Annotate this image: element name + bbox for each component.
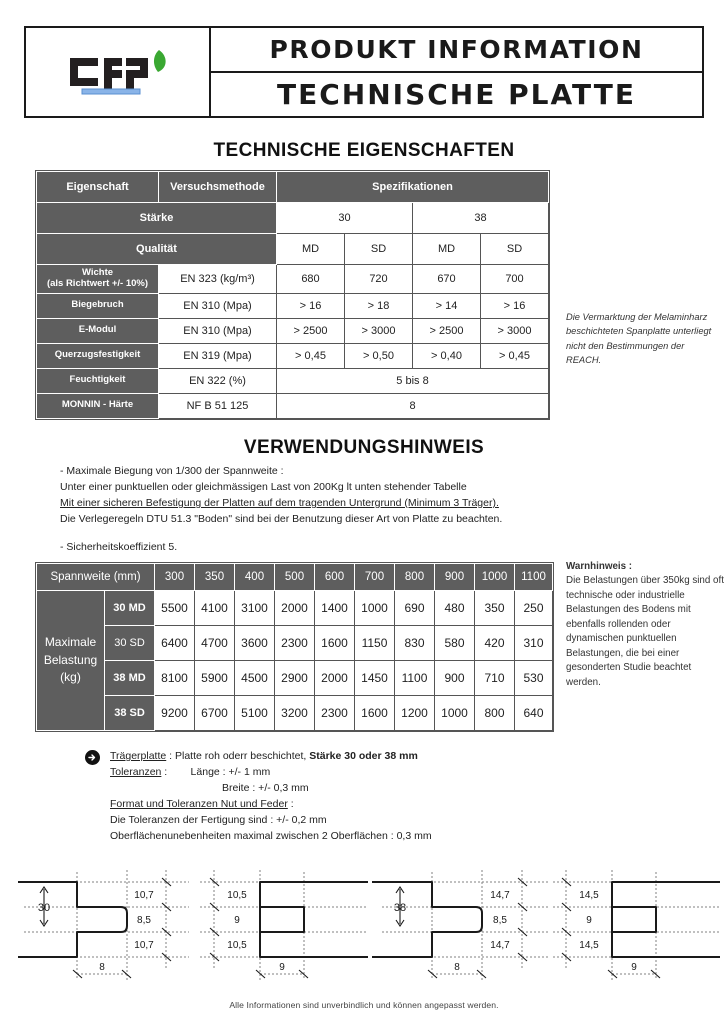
row-label-feuchtigkeit: Feuchtigkeit [37,368,159,393]
row-label-querzugsfestigkeit: Querzugsfestigkeit [37,343,159,368]
usage-line-3: Mit einer sicheren Befestigung der Platten auf dem tragenden Untergrund (Minimum 3 Träger). [60,496,499,509]
tolerance-line-4 [110,797,570,813]
row-label-30-sd: 30 SD [105,626,155,661]
header-eigenschaft: Eigenschaft [37,172,159,203]
row-value: > 2500 [413,318,481,343]
row-method: EN 323 (kg/m³) [159,265,277,294]
header-spannweite: Spannweite (mm) [37,564,155,591]
warning-title: Warnhinweis : [566,561,633,572]
label-qualitaet: Qualität [37,234,277,265]
usage-line-1: - Maximale Biegung von 1/300 der Spannweite : [60,465,284,477]
value-quality-38-md: MD [413,234,481,265]
traegerplatte-bold: Stärke 30 oder 38 mm [309,750,418,762]
load-value: 3100 [235,591,275,626]
table-row [37,393,549,418]
span-700: 700 [355,564,395,591]
usage-line-4: Die Verlegeregeln DTU 51.3 "Boden" sind bei der Benutzung dieser Art von Platte zu beachten. [60,512,503,525]
cfp-logo-icon [64,42,172,102]
mid-dim-label: 9 [234,915,240,926]
width-dim-label: 8 [99,962,105,973]
width-dim-label: 8 [454,962,460,973]
usage-line-5: - Sicherheitskoeffizient 5. [60,540,178,553]
warning-note [566,560,724,690]
top-dim-label: 10,7 [134,890,154,901]
reach-side-note: Die Vermarktung der Melaminharz beschichteten Spanplatte unterliegt nicht den Bestimmungen der REACH. [566,312,712,366]
usage-spacer [60,528,560,540]
load-value: 530 [515,661,553,696]
format-toleranzen-rest: : [287,797,294,810]
row-label-emodul: E-Modul [37,318,159,343]
thickness-label: 30 [37,902,51,914]
load-value: 250 [515,591,553,626]
load-value: 2300 [315,696,355,731]
load-value: 2000 [275,591,315,626]
header-spezifikationen: Spezifikationen [277,172,549,203]
document-header [24,26,704,118]
groove-profile-38-svg [548,852,728,987]
tongue-profile-38-svg [372,852,552,987]
load-value: 640 [515,696,553,731]
bottom-dim-label: 10,7 [134,940,154,951]
company-logo [26,28,211,116]
load-value: 1000 [355,591,395,626]
toleranzen-laenge: : Länge : +/- 1 mm [161,765,271,778]
usage-line-2: Unter einer punktuellen oder gleichmässigen Last von 200Kg lt unten stehender Tabelle [60,480,467,493]
tolerance-line-2 [110,765,570,781]
tolerance-line-6: Oberflächenunebenheiten maximal zwischen 2 Oberflächen : 0,3 mm [110,829,432,842]
tolerance-line-1 [110,749,570,765]
load-value: 710 [475,661,515,696]
value-thickness-38: 38 [413,203,549,234]
row-value: > 16 [481,293,549,318]
load-value: 1100 [395,661,435,696]
drawing-tongue-profile-30 [14,852,194,987]
drawing-groove-profile-38 [548,852,728,987]
table-row [37,626,553,661]
load-value: 420 [475,626,515,661]
row-method: EN 319 (Mpa) [159,343,277,368]
width-dim-label: 9 [279,962,285,973]
label-format-toleranzen: Format und Toleranzen Nut und Feder [110,797,288,810]
load-value: 5900 [195,661,235,696]
table-row [37,293,549,318]
load-value: 1200 [395,696,435,731]
span-900: 900 [435,564,475,591]
table-row-staerke [37,203,549,234]
row-label-wichte [37,265,159,294]
span-500: 500 [275,564,315,591]
load-value: 5100 [235,696,275,731]
span-300: 300 [155,564,195,591]
row-value: > 14 [413,293,481,318]
load-value: 830 [395,626,435,661]
row-method: EN 322 (%) [159,368,277,393]
row-method: EN 310 (Mpa) [159,293,277,318]
row-value: > 3000 [345,318,413,343]
technical-properties-table [36,171,549,419]
bottom-dim-label: 10,5 [227,940,247,951]
product-information-title: PRODUKT INFORMATION [269,35,644,64]
load-value: 900 [435,661,475,696]
technical-properties-heading: TECHNISCHE EIGENSCHAFTEN [213,140,515,161]
header-versuchsmethode: Versuchsmethode [159,172,277,203]
document-titles [211,28,702,116]
mid-dim-label: 8,5 [493,915,507,926]
table-row-qualitaet [37,234,549,265]
top-dim-label: 10,5 [227,890,247,901]
load-value: 6400 [155,626,195,661]
row-method: NF B 51 125 [159,393,277,418]
technical-properties-table-wrapper [35,170,550,420]
row-method: EN 310 (Mpa) [159,318,277,343]
row-value: > 0,50 [345,343,413,368]
row-label-sub: (als Richtwert +/- 10%) [46,277,149,289]
table-row [37,265,549,294]
load-value: 690 [395,591,435,626]
tolerance-line-3: Breite : +/- 0,3 mm [222,781,309,794]
load-value: 4100 [195,591,235,626]
table-row [37,343,549,368]
load-value: 6700 [195,696,235,731]
row-label-monnin-haerte: MONNIN - Härte [37,393,159,418]
load-value: 1450 [355,661,395,696]
span-1000: 1000 [475,564,515,591]
side-label-maximale-belastung [37,591,105,731]
tolerance-line-5: Die Toleranzen der Fertigung sind : +/- 0,2 mm [110,813,327,826]
row-value: 720 [345,265,413,294]
load-value: 8100 [155,661,195,696]
table-row [37,661,553,696]
row-value-merged: 8 [277,393,549,418]
row-value: > 0,40 [413,343,481,368]
load-value: 1600 [315,626,355,661]
drawing-tongue-profile-38 [372,852,552,987]
load-value: 1400 [315,591,355,626]
footer-disclaimer: Alle Informationen sind unverbindlich und können angepasst werden. [229,1000,499,1010]
bottom-dim-label: 14,7 [490,940,510,951]
row-label-30-md: 30 MD [105,591,155,626]
traegerplatte-mid: : Platte roh oderr beschichtet, [166,750,310,762]
side-label-line-1: Maximale [44,635,97,650]
usage-heading: VERWENDUNGSHINWEIS [243,437,485,458]
label-staerke: Stärke [37,203,277,234]
load-header-row [37,564,553,591]
tongue-profile-30-svg [14,852,194,987]
value-quality-30-sd: SD [345,234,413,265]
row-value: > 2500 [277,318,345,343]
load-value: 1150 [355,626,395,661]
value-quality-30-md: MD [277,234,345,265]
usage-instructions [60,464,560,556]
span-1100: 1100 [515,564,553,591]
tolerance-details [110,749,570,845]
span-350: 350 [195,564,235,591]
load-value: 2000 [315,661,355,696]
value-quality-38-sd: SD [481,234,549,265]
load-value: 3200 [275,696,315,731]
span-400: 400 [235,564,275,591]
drawing-groove-profile-30 [192,852,372,987]
table-row [37,368,549,393]
row-label-biegebruch: Biegebruch [37,293,159,318]
span-600: 600 [315,564,355,591]
maximum-load-table [36,563,553,731]
load-table-wrapper [35,562,554,732]
row-value: > 0,45 [481,343,549,368]
load-value: 480 [435,591,475,626]
mid-dim-label: 9 [586,915,592,926]
table-header-row [37,172,549,203]
row-value: 680 [277,265,345,294]
title-row-technische-platte [211,73,702,116]
side-label-line-2: Belastung [43,652,98,667]
load-value: 9200 [155,696,195,731]
table-row [37,591,553,626]
groove-profile-30-svg [192,852,372,987]
bottom-dim-label: 14,5 [579,940,599,951]
top-dim-label: 14,5 [579,890,599,901]
load-value: 800 [475,696,515,731]
thickness-label: 38 [393,902,407,914]
row-value-merged: 5 bis 8 [277,368,549,393]
label-traegerplatte: Trägerplatte [110,750,167,762]
load-value: 1600 [355,696,395,731]
row-value: > 18 [345,293,413,318]
label-toleranzen: Toleranzen [110,765,162,778]
row-value: 700 [481,265,549,294]
row-label-38-sd: 38 SD [105,696,155,731]
arrow-bullet-icon [85,750,100,765]
load-value: 4500 [235,661,275,696]
mid-dim-label: 8,5 [137,915,151,926]
load-value: 580 [435,626,475,661]
arrow-right-icon [88,753,97,762]
load-value: 2900 [275,661,315,696]
row-label-main: Wichte [81,267,114,278]
load-value: 4700 [195,626,235,661]
load-value: 1000 [435,696,475,731]
load-value: 350 [475,591,515,626]
row-value: > 0,45 [277,343,345,368]
width-dim-label: 9 [631,962,637,973]
table-row [37,318,549,343]
row-value: 670 [413,265,481,294]
value-thickness-30: 30 [277,203,413,234]
row-value: > 3000 [481,318,549,343]
profile-drawings [0,852,728,987]
technische-platte-title: TECHNISCHE PLATTE [277,78,636,111]
title-row-product-information [211,28,702,73]
load-value: 310 [515,626,553,661]
load-value: 2300 [275,626,315,661]
load-value: 3600 [235,626,275,661]
warning-body: Die Belastungen über 350kg sind oft technische oder industrielle Belastungen des Bodens mit ebenfalls rollenden oder dynamischen punktuellen Belastungen, die bei einer gesonderten Studie beachtet werden. [566,575,724,688]
top-dim-label: 14,7 [490,890,510,901]
table-row [37,696,553,731]
span-800: 800 [395,564,435,591]
load-value: 5500 [155,591,195,626]
row-value: > 16 [277,293,345,318]
side-label-line-3: (kg) [60,670,81,685]
row-label-38-md: 38 MD [105,661,155,696]
